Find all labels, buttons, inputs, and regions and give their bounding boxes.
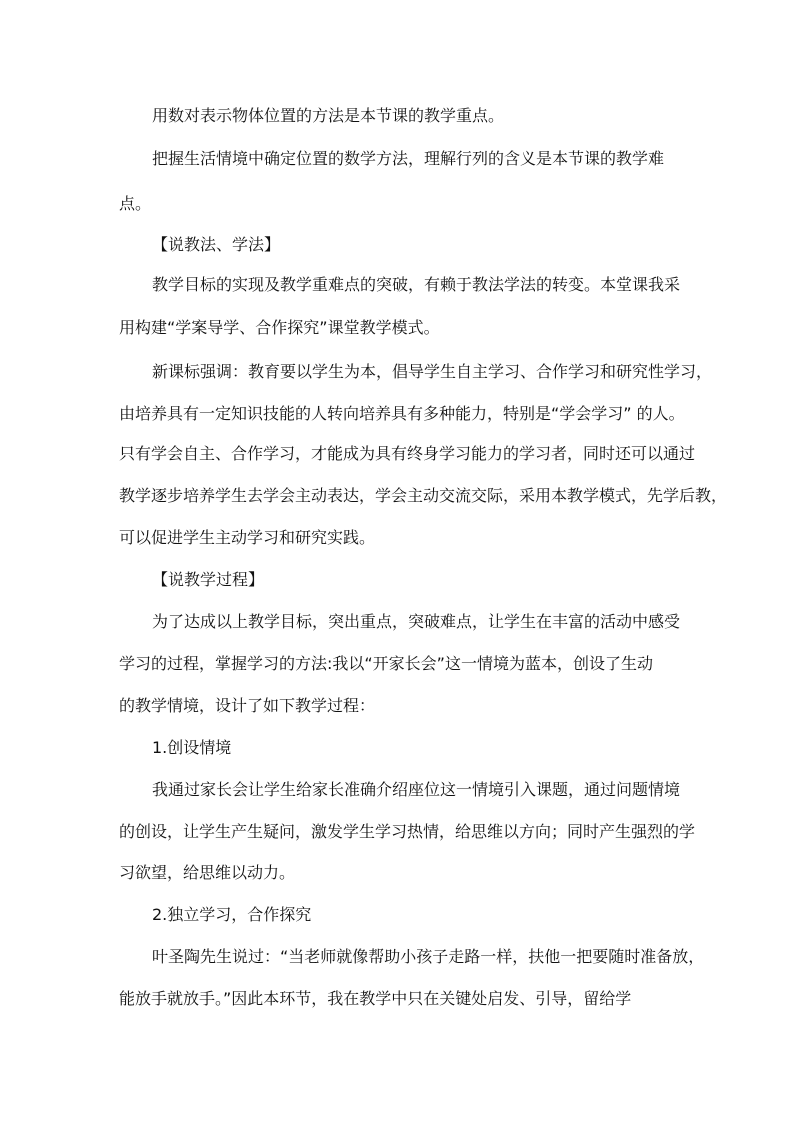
text-line: 教学逐步培养学生去学会主动表达，学会主动交流交际，采用本教学模式，先学后教， [119, 486, 728, 505]
text-line: 新课标强调：教育要以学生为本，倡导学生自主学习、合作学习和研究性学习， [152, 362, 713, 381]
subheading: 2.独立学习，合作探究 [152, 905, 312, 924]
text-line: 用数对表示物体位置的方法是本节课的教学重点。 [152, 106, 505, 125]
text-line: 用构建“学案导学、合作探究”课堂教学模式。 [119, 318, 440, 337]
text-line: 为了达成以上教学目标，突出重点，突破难点，让学生在丰富的活动中感受 [152, 612, 681, 631]
subheading: 1.创设情境 [152, 738, 232, 757]
section-heading: 【说教学过程】 [152, 570, 265, 589]
text-line: 点。 [119, 194, 152, 213]
text-line: 可以促进学生主动学习和研究实践。 [119, 528, 376, 547]
text-line: 的创设，让学生产生疑问，激发学生学习热情，给思维以方向；同时产生强烈的学 [119, 822, 696, 841]
text-line: 习欲望，给思维以动力。 [119, 863, 296, 882]
text-line: 叶圣陶先生说过：“当老师就像帮助小孩子走路一样，扶他一把要随时准备放， [152, 947, 705, 966]
text-line: 由培养具有一定知识技能的人转向培养具有多种能力，特别是“学会学习” 的人。 [119, 404, 685, 423]
text-line: 只有学会自主、合作学习，才能成为具有终身学习能力的学习者，同时还可以通过 [119, 444, 696, 463]
section-heading: 【说教法、学法】 [152, 235, 281, 254]
text-line: 学习的过程，掌握学习的方法:我以“开家长会”这一情境为蓝本，创设了生动 [119, 654, 653, 673]
text-line: 把握生活情境中确定位置的数学方法，理解行列的含义是本节课的教学难 [152, 149, 665, 168]
text-line: 能放手就放手。”因此本环节，我在教学中只在关键处启发、引导，留给学 [119, 989, 632, 1008]
text-line: 的教学情境，设计了如下教学过程： [119, 696, 376, 715]
text-line: 教学目标的实现及教学重难点的突破，有赖于教法学法的转变。本堂课我采 [152, 275, 681, 294]
text-line: 我通过家长会让学生给家长准确介绍座位这一情境引入课题，通过问题情境 [152, 780, 681, 799]
